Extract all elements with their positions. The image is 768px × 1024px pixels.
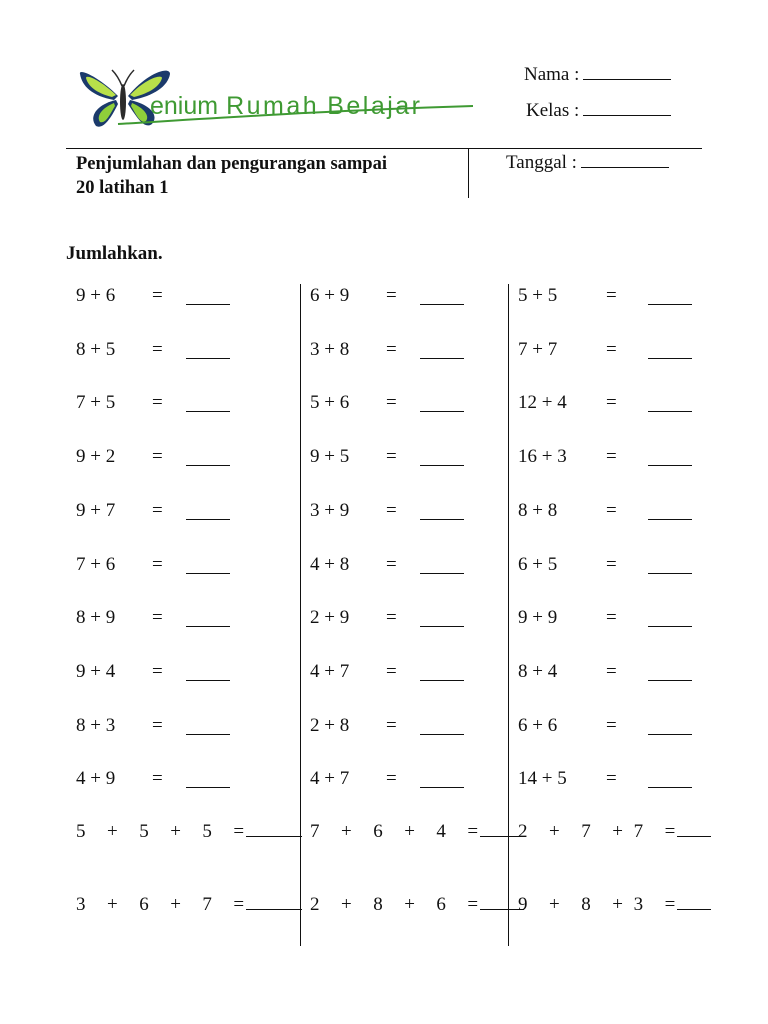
problem-row bbox=[76, 392, 276, 416]
problem-row bbox=[76, 768, 276, 792]
answer-blank[interactable] bbox=[186, 734, 230, 735]
problem-row bbox=[518, 661, 718, 685]
instruction-text: Jumlahkan. bbox=[66, 243, 163, 264]
equals-sign: = bbox=[152, 768, 163, 790]
date-blank[interactable] bbox=[581, 152, 669, 168]
problem-row bbox=[310, 661, 510, 685]
answer-blank[interactable] bbox=[677, 836, 711, 837]
answer-blank[interactable] bbox=[420, 734, 464, 735]
problem-row bbox=[310, 500, 510, 524]
triple-problem-row bbox=[76, 894, 302, 916]
problem-expression: 8 + 3 bbox=[76, 714, 116, 736]
answer-blank[interactable] bbox=[186, 626, 230, 627]
problem-row bbox=[518, 715, 718, 739]
equals-sign: = bbox=[606, 768, 617, 790]
answer-blank[interactable] bbox=[420, 787, 464, 788]
problem-expression: 4 + 8 bbox=[310, 553, 350, 575]
problem-expression: 8 + 8 bbox=[518, 499, 558, 521]
answer-blank[interactable] bbox=[186, 465, 230, 466]
answer-blank[interactable] bbox=[648, 573, 692, 574]
equals-sign: = bbox=[386, 446, 397, 468]
date-field[interactable] bbox=[506, 152, 669, 174]
equals-sign: = bbox=[152, 446, 163, 468]
equals-sign: = bbox=[386, 553, 397, 575]
answer-blank[interactable] bbox=[648, 626, 692, 627]
problem-expression: 9 + 9 bbox=[518, 607, 558, 629]
answer-blank[interactable] bbox=[186, 358, 230, 359]
triple-problem-row bbox=[518, 894, 711, 916]
name-blank[interactable] bbox=[583, 64, 671, 80]
equals-sign: = bbox=[152, 660, 163, 682]
problem-expression: 7 + 7 bbox=[518, 338, 558, 360]
equals-sign: = bbox=[606, 285, 617, 306]
answer-blank[interactable] bbox=[420, 411, 464, 412]
equals-sign: = bbox=[386, 499, 397, 521]
equals-sign: = bbox=[386, 392, 397, 414]
problem-expression: 3 + 8 bbox=[310, 338, 350, 360]
answer-blank[interactable] bbox=[648, 304, 692, 305]
problem-row bbox=[518, 446, 718, 470]
equals-sign: = bbox=[606, 446, 617, 468]
problem-row bbox=[310, 554, 510, 578]
problem-expression: 8 + 5 bbox=[76, 338, 116, 360]
problem-row bbox=[310, 768, 510, 792]
problem-row bbox=[310, 715, 510, 739]
triple-problem-row bbox=[76, 821, 302, 843]
answer-blank[interactable] bbox=[420, 358, 464, 359]
problem-expression: 16 + 3 bbox=[518, 446, 567, 468]
problem-expression: 3 + 9 bbox=[310, 499, 350, 521]
equals-sign: = bbox=[152, 285, 163, 306]
problem-row bbox=[76, 446, 276, 470]
problem-expression: 7 + 6 + 4 = bbox=[310, 821, 479, 842]
equals-sign: = bbox=[386, 714, 397, 736]
problem-row bbox=[310, 446, 510, 470]
problem-expression: 4 + 7 bbox=[310, 660, 350, 682]
equals-sign: = bbox=[606, 392, 617, 414]
answer-blank[interactable] bbox=[648, 358, 692, 359]
problem-expression: 5 + 5 bbox=[518, 285, 558, 306]
answer-blank[interactable] bbox=[186, 411, 230, 412]
problem-expression: 5 + 6 bbox=[310, 392, 350, 414]
problem-row bbox=[310, 607, 510, 631]
equals-sign: = bbox=[606, 553, 617, 575]
problem-expression: 4 + 7 bbox=[310, 768, 350, 790]
problem-row bbox=[518, 392, 718, 416]
problem-row bbox=[518, 554, 718, 578]
header-column-divider bbox=[468, 148, 469, 198]
equals-sign: = bbox=[152, 338, 163, 360]
problem-expression: 8 + 9 bbox=[76, 607, 116, 629]
problem-row bbox=[76, 500, 276, 524]
answer-blank[interactable] bbox=[648, 465, 692, 466]
answer-blank[interactable] bbox=[648, 787, 692, 788]
problem-expression: 12 + 4 bbox=[518, 392, 567, 414]
worksheet-title: Penjumlahan dan pengurangan sampai 20 latihan 1 bbox=[76, 154, 387, 198]
problem-expression: 5 + 5 + 5 = bbox=[76, 821, 245, 842]
answer-blank[interactable] bbox=[186, 519, 230, 520]
problem-expression: 3 + 6 + 7 = bbox=[76, 894, 245, 915]
answer-blank[interactable] bbox=[648, 519, 692, 520]
equals-sign: = bbox=[152, 553, 163, 575]
problem-expression: 9 + 5 bbox=[310, 446, 350, 468]
answer-blank[interactable] bbox=[246, 836, 302, 837]
problem-expression: 7 + 5 bbox=[76, 392, 116, 414]
equals-sign: = bbox=[386, 607, 397, 629]
answer-blank[interactable] bbox=[246, 909, 302, 910]
equals-sign: = bbox=[386, 660, 397, 682]
problem-expression: 2 + 7 + 7 = bbox=[518, 821, 676, 842]
problem-row bbox=[310, 285, 510, 309]
problem-expression: 9 + 8 + 3 = bbox=[518, 894, 676, 915]
equals-sign: = bbox=[606, 338, 617, 360]
problem-row bbox=[518, 768, 718, 792]
answer-blank[interactable] bbox=[420, 573, 464, 574]
answer-blank[interactable] bbox=[648, 680, 692, 681]
equals-sign: = bbox=[152, 607, 163, 629]
column-divider-1 bbox=[300, 284, 301, 946]
problem-row bbox=[76, 285, 276, 309]
answer-blank[interactable] bbox=[677, 909, 711, 910]
answer-blank[interactable] bbox=[186, 680, 230, 681]
name-field[interactable] bbox=[524, 64, 671, 86]
answer-blank[interactable] bbox=[186, 787, 230, 788]
problem-expression: 9 + 7 bbox=[76, 499, 116, 521]
equals-sign: = bbox=[386, 338, 397, 360]
equals-sign: = bbox=[386, 285, 397, 306]
equals-sign: = bbox=[606, 660, 617, 682]
answer-blank[interactable] bbox=[420, 304, 464, 305]
equals-sign: = bbox=[606, 499, 617, 521]
answer-blank[interactable] bbox=[186, 573, 230, 574]
equals-sign: = bbox=[152, 392, 163, 414]
problem-expression: 4 + 9 bbox=[76, 768, 116, 790]
problem-expression: 7 + 6 bbox=[76, 553, 116, 575]
problem-row bbox=[310, 392, 510, 416]
problem-row bbox=[76, 607, 276, 631]
problem-expression: 2 + 9 bbox=[310, 607, 350, 629]
answer-blank[interactable] bbox=[420, 680, 464, 681]
answer-blank[interactable] bbox=[420, 519, 464, 520]
problem-row bbox=[76, 715, 276, 739]
equals-sign: = bbox=[386, 768, 397, 790]
problem-expression: 14 + 5 bbox=[518, 768, 567, 790]
logo-text: enium Rumah Belajar bbox=[150, 92, 423, 120]
triple-problem-row bbox=[518, 821, 711, 843]
problem-expression: 6 + 9 bbox=[310, 285, 350, 306]
equals-sign: = bbox=[152, 499, 163, 521]
problem-expression: 2 + 8 + 6 = bbox=[310, 894, 479, 915]
date-label: Tanggal : bbox=[506, 152, 577, 173]
problem-row bbox=[518, 339, 718, 363]
problem-row bbox=[76, 339, 276, 363]
problem-row bbox=[518, 500, 718, 524]
name-label: Nama : bbox=[524, 64, 580, 85]
answer-blank[interactable] bbox=[186, 304, 230, 305]
problem-expression: 6 + 5 bbox=[518, 553, 558, 575]
problem-row bbox=[76, 661, 276, 685]
problem-expression: 9 + 4 bbox=[76, 660, 116, 682]
triple-problem-row bbox=[310, 894, 524, 916]
equals-sign: = bbox=[606, 714, 617, 736]
equals-sign: = bbox=[606, 607, 617, 629]
header-divider bbox=[66, 148, 702, 149]
problem-expression: 8 + 4 bbox=[518, 660, 558, 682]
problem-expression: 2 + 8 bbox=[310, 714, 350, 736]
equals-sign: = bbox=[152, 714, 163, 736]
problem-row bbox=[518, 285, 718, 309]
problem-expression: 9 + 2 bbox=[76, 446, 116, 468]
problem-row bbox=[76, 554, 276, 578]
class-field[interactable] bbox=[526, 100, 671, 122]
triple-problem-row bbox=[310, 821, 524, 843]
problem-expression: 9 + 6 bbox=[76, 285, 116, 306]
class-blank[interactable] bbox=[583, 100, 671, 116]
answer-blank[interactable] bbox=[648, 734, 692, 735]
answer-blank[interactable] bbox=[648, 411, 692, 412]
problem-row bbox=[310, 339, 510, 363]
class-label: Kelas : bbox=[526, 100, 580, 121]
answer-blank[interactable] bbox=[420, 465, 464, 466]
problem-expression: 6 + 6 bbox=[518, 714, 558, 736]
answer-blank[interactable] bbox=[420, 626, 464, 627]
problem-row bbox=[518, 607, 718, 631]
